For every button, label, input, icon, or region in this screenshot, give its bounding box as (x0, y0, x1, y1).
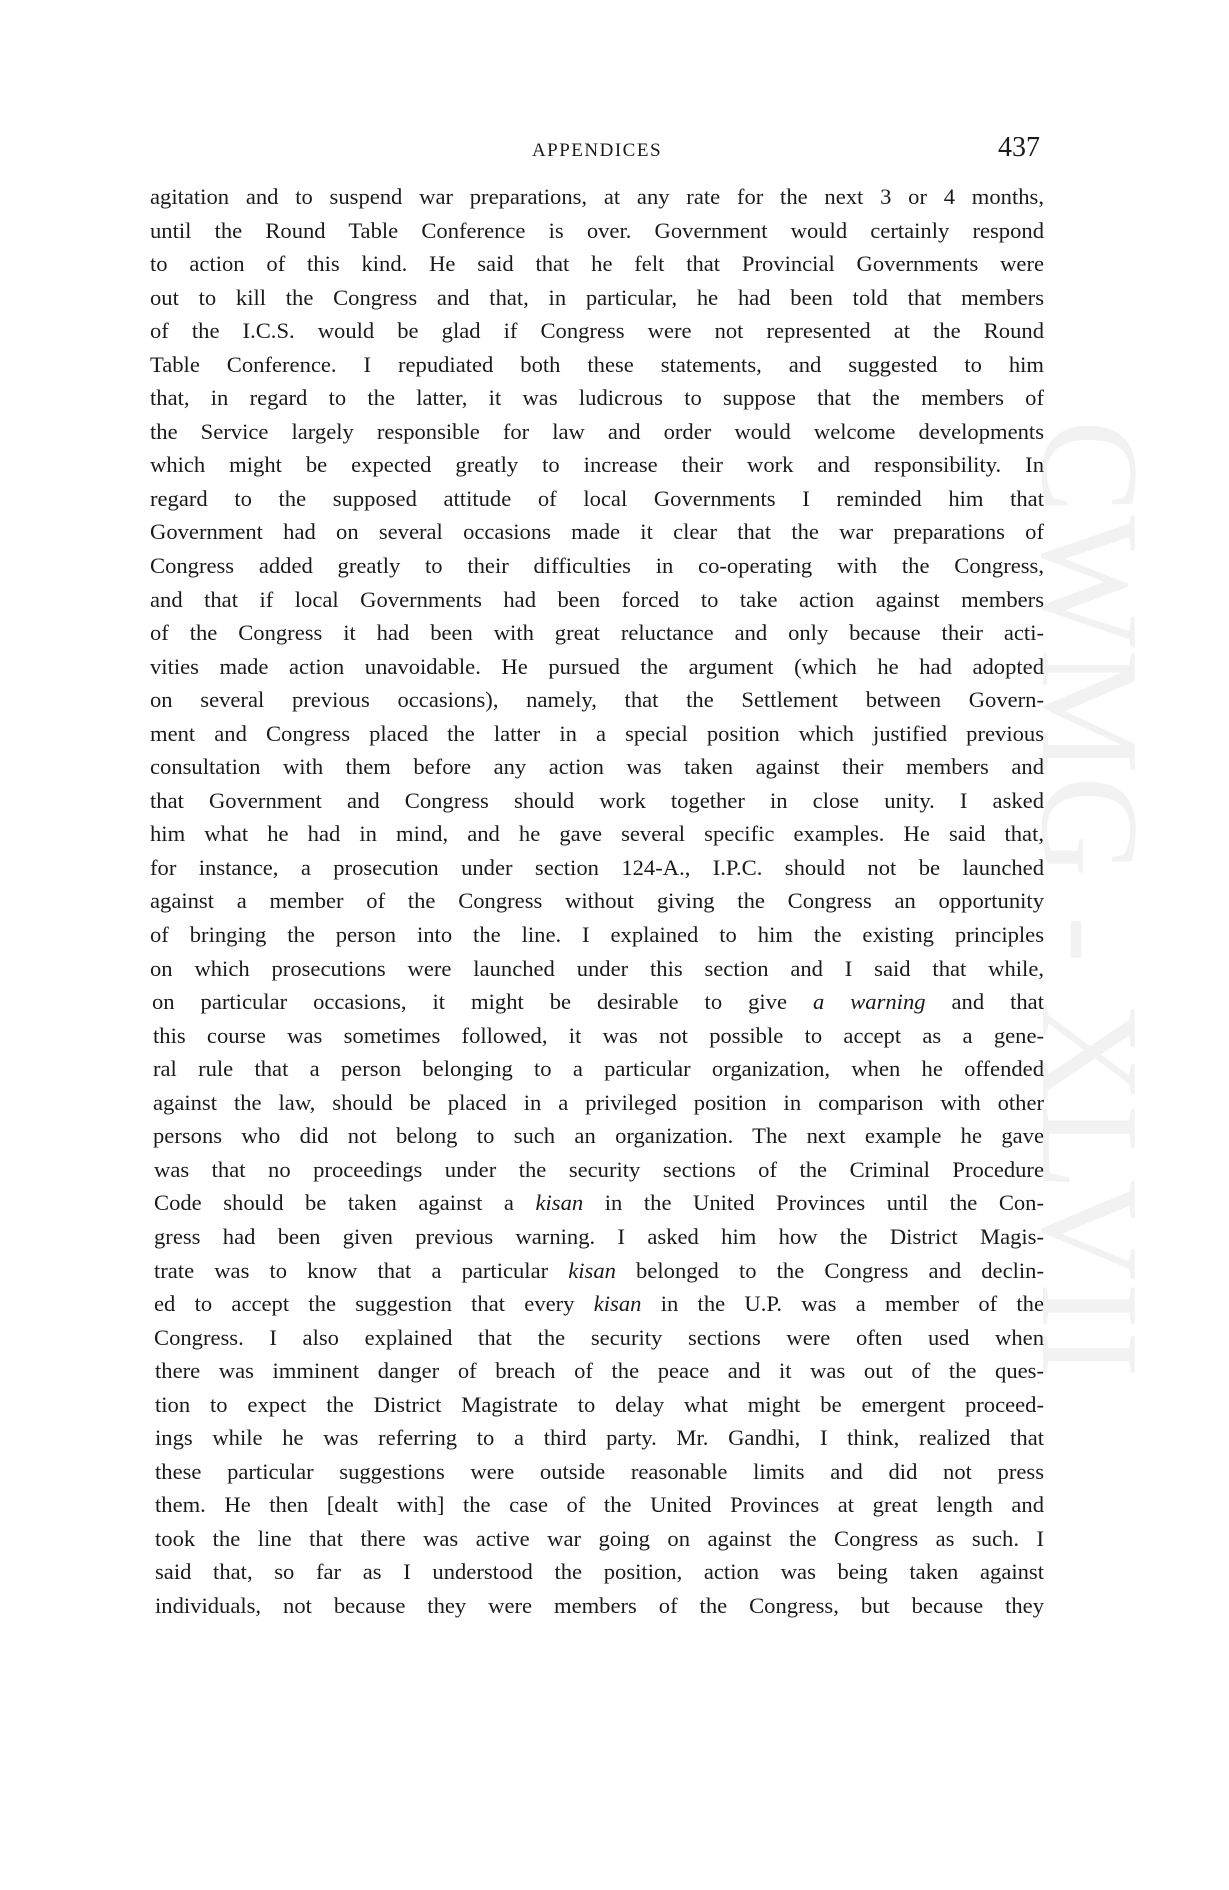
text-line: of bringing the person into the line. I explained to him the existing principles (150, 922, 1044, 948)
text-line: Government had on several occasions made it clear that the war preparations of (150, 519, 1044, 545)
text-line: was that no proceedings under the security sections of the Criminal Procedure (154, 1156, 1044, 1182)
text-line: individuals, not because they were members of the Congress, but because they (155, 1592, 1044, 1618)
text-line: this course was sometimes followed, it was not possible to accept as a gene- (153, 1022, 1044, 1048)
text-line: tion to expect the District Magistrate to delay what might be emergent proceed- (155, 1391, 1044, 1417)
text-line: vities made action unavoidable. He pursued the argument (which he had adopted (150, 653, 1044, 679)
text-line: trate was to know that a particular kisan belonged to the Congress and declin- (154, 1257, 1044, 1283)
text-line: them. He then [dealt with] the case of the United Provinces at great length and (155, 1492, 1044, 1518)
running-head (150, 132, 1044, 172)
text-line: consultation with them before any action was taken against their members and (150, 754, 1044, 780)
text-line: for instance, a prosecution under section 124-A., I.P.C. should not be launched (150, 854, 1044, 880)
text-line: out to kill the Congress and that, in particular, he had been told that members (150, 284, 1044, 310)
text-line: ings while he was referring to a third party. Mr. Gandhi, I think, realized that (155, 1425, 1044, 1451)
text-line: took the line that there was active war going on against the Congress as such. I (155, 1525, 1044, 1551)
text-line: of the I.C.S. would be glad if Congress were not represented at the Round (150, 318, 1044, 344)
body-text (150, 180, 1044, 1623)
text-line: ment and Congress placed the latter in a special position which justified previous (150, 720, 1044, 746)
text-line: of the Congress it had been with great reluctance and only because their acti- (150, 620, 1044, 646)
text-line: Table Conference. I repudiated both these statements, and suggested to him (150, 351, 1044, 377)
text-line: and that if local Governments had been forced to take action against members (150, 586, 1044, 612)
text-line: Congress added greatly to their difficulties in co-operating with the Congress, (150, 553, 1044, 579)
text-line: agitation and to suspend war preparations, at any rate for the next 3 or 4 months, (150, 184, 1044, 209)
watermark-text: CWMG - XLVII (1012, 420, 1167, 1380)
text-line: that, in regard to the latter, it was ludicrous to suppose that the members of (150, 385, 1044, 411)
text-line: ral rule that a person belonging to a particular organization, when he offended (153, 1056, 1044, 1082)
text-line: him what he had in mind, and he gave several specific examples. He said that, (150, 821, 1044, 847)
text-line: against the law, should be placed in a privileged position in comparison with other (153, 1089, 1044, 1115)
text-line: which might be expected greatly to increase their work and responsibility. In (150, 452, 1044, 478)
running-title: APPENDICES (531, 140, 663, 161)
text-line: on which prosecutions were launched under this section and I said that while, (150, 955, 1044, 981)
text-line: on several previous occasions), namely, that the Settlement between Govern- (150, 687, 1044, 713)
text-line: the Service largely responsible for law and order would welcome developments (150, 418, 1044, 444)
text-line: on particular occasions, it might be desirable to give a warning and that (152, 989, 1044, 1015)
text-line: Congress. I also explained that the security sections were often used when (154, 1324, 1044, 1350)
text-line: that Government and Congress should work together in close unity. I asked (150, 787, 1044, 813)
text-line: regard to the supposed attitude of local Governments I reminded him that (150, 485, 1044, 511)
text-line: against a member of the Congress without giving the Congress an opportunity (150, 888, 1044, 914)
text-line: said that, so far as I understood the position, action was being taken against (155, 1559, 1044, 1585)
page-number: 437 (998, 132, 1040, 163)
text-line: ed to accept the suggestion that every kisan in the U.P. was a member of the (154, 1291, 1044, 1317)
text-line: these particular suggestions were outside reasonable limits and did not press (155, 1458, 1044, 1484)
text-line: there was imminent danger of breach of the peace and it was out of the ques- (155, 1358, 1044, 1384)
text-line: persons who did not belong to such an organization. The next example he gave (153, 1123, 1044, 1149)
text-line: gress had been given previous warning. I asked him how the District Magis- (154, 1223, 1044, 1249)
text-line: until the Round Table Conference is over. Government would certainly respond (150, 217, 1044, 243)
text-line: Code should be taken against a kisan in the United Provinces until the Con- (154, 1190, 1044, 1216)
text-line: to action of this kind. He said that he felt that Provincial Governments were (150, 251, 1044, 277)
